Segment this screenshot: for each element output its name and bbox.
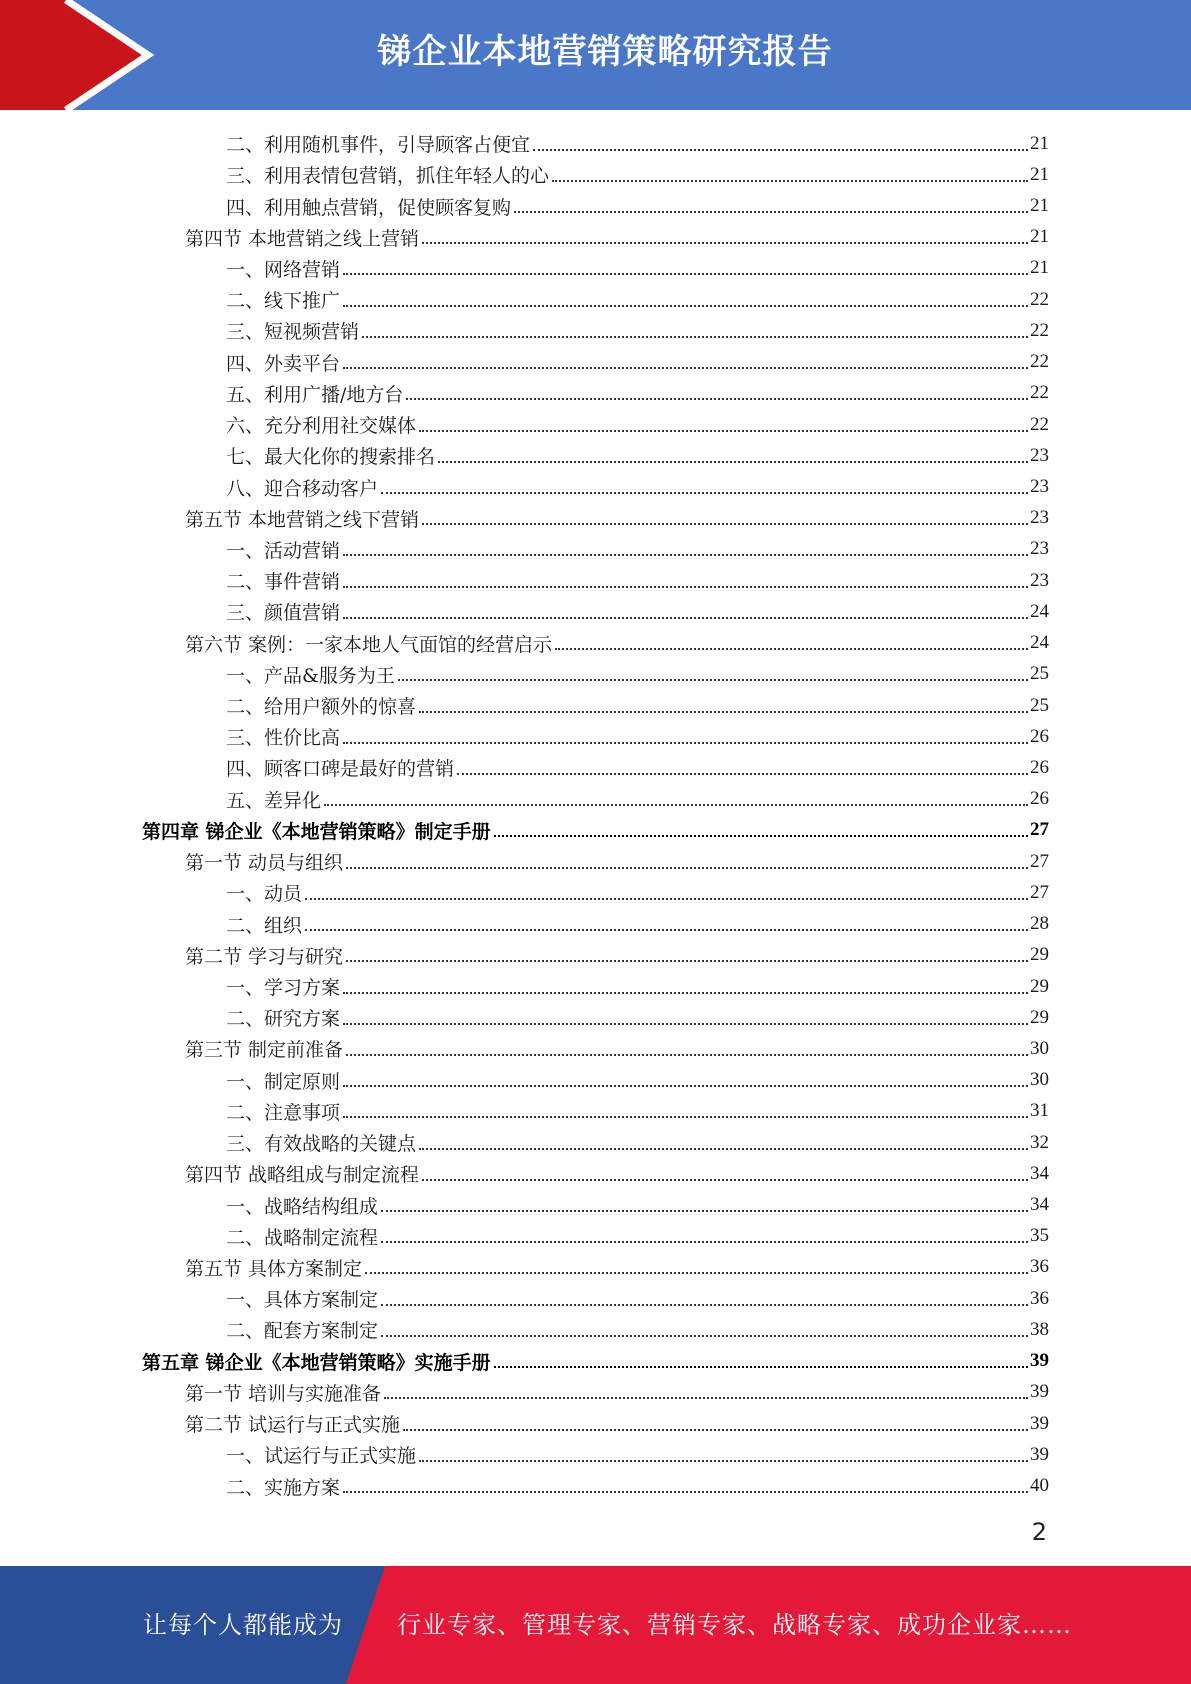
toc-page-number: 39 xyxy=(1030,1443,1049,1465)
toc-dot-leader xyxy=(343,1491,1028,1493)
toc-dot-leader xyxy=(384,1397,1028,1399)
toc-dot-leader xyxy=(346,960,1028,962)
toc-page-number: 34 xyxy=(1030,1194,1049,1216)
footer-banner xyxy=(0,1566,1191,1684)
toc-dot-leader xyxy=(381,1335,1028,1337)
toc-page-number: 29 xyxy=(1030,975,1049,997)
toc-entry-label: 三、利用表情包营销，抓住年轻人的心 xyxy=(226,165,550,188)
toc-page-number: 35 xyxy=(1030,1225,1049,1247)
toc-dot-leader xyxy=(343,273,1028,275)
toc-section-entry[interactable] xyxy=(0,846,1191,877)
toc-page-number: 24 xyxy=(1030,632,1049,654)
toc-entry-label: 第四章 锑企业《本地营销策略》制定手册 xyxy=(142,820,491,843)
toc-entry-label: 三、性价比高 xyxy=(226,727,341,750)
toc-subsection-entry[interactable] xyxy=(0,1314,1191,1345)
toc-page-number: 26 xyxy=(1030,756,1049,778)
toc-subsection-entry[interactable] xyxy=(0,1470,1191,1501)
toc-section-entry[interactable] xyxy=(0,503,1191,534)
toc-subsection-entry[interactable] xyxy=(0,721,1191,752)
toc-entry-label: 第一节 动员与组织 xyxy=(185,852,344,875)
toc-subsection-entry[interactable] xyxy=(0,440,1191,471)
toc-entry-label: 第二节 学习与研究 xyxy=(185,945,344,968)
toc-page-number: 21 xyxy=(1030,195,1049,217)
toc-entry-label: 二、配套方案制定 xyxy=(226,1320,379,1343)
toc-page-number: 38 xyxy=(1030,1318,1049,1340)
toc-dot-leader xyxy=(514,211,1028,213)
toc-page-number: 30 xyxy=(1030,1037,1049,1059)
toc-page-number: 29 xyxy=(1030,944,1049,966)
toc-dot-leader xyxy=(419,1460,1028,1462)
toc-dot-leader xyxy=(494,1366,1028,1368)
toc-page-number: 36 xyxy=(1030,1256,1049,1278)
toc-entry-label: 一、具体方案制定 xyxy=(226,1289,379,1312)
toc-page-number: 39 xyxy=(1030,1412,1049,1434)
toc-subsection-entry[interactable] xyxy=(0,1439,1191,1470)
toc-entry-label: 一、产品&服务为王 xyxy=(226,664,395,687)
toc-subsection-entry[interactable] xyxy=(0,409,1191,440)
toc-page-number: 23 xyxy=(1030,507,1049,529)
toc-dot-leader xyxy=(381,1304,1028,1306)
toc-subsection-entry[interactable] xyxy=(0,971,1191,1002)
toc-subsection-entry[interactable] xyxy=(0,1221,1191,1252)
toc-entry-label: 二、战略制定流程 xyxy=(226,1226,379,1249)
toc-subsection-entry[interactable] xyxy=(0,784,1191,815)
toc-dot-leader xyxy=(343,742,1028,744)
toc-entry-label: 五、利用广播/地方台 xyxy=(226,383,404,406)
toc-dot-leader xyxy=(343,305,1028,307)
toc-entry-label: 一、动员 xyxy=(226,883,303,906)
toc-page-number: 22 xyxy=(1030,319,1049,341)
toc-subsection-entry[interactable] xyxy=(0,253,1191,284)
toc-subsection-entry[interactable] xyxy=(0,190,1191,221)
toc-subsection-entry[interactable] xyxy=(0,877,1191,908)
toc-subsection-entry[interactable] xyxy=(0,596,1191,627)
toc-dot-leader xyxy=(381,1241,1028,1243)
toc-subsection-entry[interactable] xyxy=(0,1283,1191,1314)
toc-entry-label: 四、利用触点营销，促使顾客复购 xyxy=(226,196,512,219)
toc-entry-label: 二、事件营销 xyxy=(226,571,341,594)
toc-entry-label: 四、顾客口碑是最好的营销 xyxy=(226,758,455,781)
toc-entry-label: 五、差异化 xyxy=(226,789,322,812)
toc-dot-leader xyxy=(343,1116,1028,1118)
toc-subsection-entry[interactable] xyxy=(0,1096,1191,1127)
toc-dot-leader xyxy=(419,711,1028,713)
toc-entry-label: 二、组织 xyxy=(226,914,303,937)
toc-dot-leader xyxy=(305,929,1028,931)
toc-subsection-entry[interactable] xyxy=(0,471,1191,502)
toc-page-number: 39 xyxy=(1030,1381,1049,1403)
toc-subsection-entry[interactable] xyxy=(0,1127,1191,1158)
toc-entry-label: 一、战略结构组成 xyxy=(226,1195,379,1218)
toc-page-number: 39 xyxy=(1030,1350,1049,1372)
header-banner xyxy=(0,0,1191,110)
toc-subsection-entry[interactable] xyxy=(0,284,1191,315)
toc-section-entry[interactable] xyxy=(0,1252,1191,1283)
toc-page-number: 22 xyxy=(1030,413,1049,435)
toc-subsection-entry[interactable] xyxy=(0,908,1191,939)
toc-dot-leader xyxy=(362,336,1028,338)
toc-dot-leader xyxy=(419,1148,1028,1150)
toc-entry-label: 一、试运行与正式实施 xyxy=(226,1445,417,1468)
toc-entry-label: 一、网络营销 xyxy=(226,258,341,281)
toc-entry-label: 七、最大化你的搜索排名 xyxy=(226,446,436,469)
toc-page-number: 22 xyxy=(1030,288,1049,310)
toc-dot-leader xyxy=(324,804,1028,806)
toc-subsection-entry[interactable] xyxy=(0,1065,1191,1096)
toc-dot-leader xyxy=(365,1272,1028,1274)
toc-entry-label: 第三节 制定前准备 xyxy=(185,1039,344,1062)
toc-subsection-entry[interactable] xyxy=(0,128,1191,159)
toc-section-entry[interactable] xyxy=(0,222,1191,253)
toc-page-number: 29 xyxy=(1030,1006,1049,1028)
toc-entry-label: 二、给用户额外的惊喜 xyxy=(226,696,417,719)
toc-page-number: 21 xyxy=(1030,163,1049,185)
toc-entry-label: 六、充分利用社交媒体 xyxy=(226,415,417,438)
toc-page-number: 25 xyxy=(1030,663,1049,685)
toc-dot-leader xyxy=(343,1023,1028,1025)
toc-dot-leader xyxy=(343,554,1028,556)
toc-section-entry[interactable] xyxy=(0,628,1191,659)
toc-subsection-entry[interactable] xyxy=(0,1189,1191,1220)
toc-page-number: 27 xyxy=(1030,881,1049,903)
toc-chapter-entry[interactable] xyxy=(0,815,1191,846)
toc-entry-label: 二、注意事项 xyxy=(226,1101,341,1124)
toc-entry-label: 四、外卖平台 xyxy=(226,352,341,375)
toc-dot-leader xyxy=(343,1085,1028,1087)
toc-page-number: 27 xyxy=(1030,850,1049,872)
toc-dot-leader xyxy=(552,180,1028,182)
toc-page-number: 40 xyxy=(1030,1475,1049,1497)
table-of-contents xyxy=(0,128,1191,1502)
toc-entry-label: 第五节 本地营销之线下营销 xyxy=(185,508,420,531)
toc-subsection-entry[interactable] xyxy=(0,315,1191,346)
toc-page-number: 21 xyxy=(1030,132,1049,154)
toc-subsection-entry[interactable] xyxy=(0,534,1191,565)
toc-page-number: 26 xyxy=(1030,725,1049,747)
toc-subsection-entry[interactable] xyxy=(0,159,1191,190)
toc-dot-leader xyxy=(494,835,1028,837)
toc-subsection-entry[interactable] xyxy=(0,752,1191,783)
toc-entry-label: 三、短视频营销 xyxy=(226,321,360,344)
toc-entry-label: 三、有效战略的关键点 xyxy=(226,1133,417,1156)
page-number: 2 xyxy=(1031,1518,1047,1546)
report-title: 锑企业本地营销策略研究报告 xyxy=(377,32,833,72)
toc-dot-leader xyxy=(346,867,1028,869)
toc-section-entry[interactable] xyxy=(0,1408,1191,1439)
toc-dot-leader xyxy=(305,898,1028,900)
toc-subsection-entry[interactable] xyxy=(0,690,1191,721)
toc-entry-label: 一、活动营销 xyxy=(226,539,341,562)
toc-dot-leader xyxy=(343,992,1028,994)
toc-page-number: 25 xyxy=(1030,694,1049,716)
toc-subsection-entry[interactable] xyxy=(0,347,1191,378)
toc-dot-leader xyxy=(343,586,1028,588)
toc-dot-leader xyxy=(422,1179,1028,1181)
toc-entry-label: 第一节 培训与实施准备 xyxy=(185,1382,382,1405)
toc-dot-leader xyxy=(555,648,1028,650)
toc-entry-label: 二、研究方案 xyxy=(226,1008,341,1031)
toc-subsection-entry[interactable] xyxy=(0,1002,1191,1033)
toc-page-number: 22 xyxy=(1030,351,1049,373)
toc-subsection-entry[interactable] xyxy=(0,659,1191,690)
toc-dot-leader xyxy=(343,367,1028,369)
toc-page-number: 31 xyxy=(1030,1100,1049,1122)
toc-dot-leader xyxy=(381,1210,1028,1212)
toc-page-number: 23 xyxy=(1030,444,1049,466)
toc-entry-label: 二、实施方案 xyxy=(226,1476,341,1499)
toc-section-entry[interactable] xyxy=(0,940,1191,971)
toc-entry-label: 八、迎合移动客户 xyxy=(226,477,379,500)
toc-dot-leader xyxy=(419,430,1028,432)
toc-dot-leader xyxy=(438,461,1028,463)
footer-slogan-left: 让每个人都能成为 xyxy=(143,1611,343,1639)
toc-dot-leader xyxy=(346,1054,1028,1056)
toc-page-number: 34 xyxy=(1030,1162,1049,1184)
toc-subsection-entry[interactable] xyxy=(0,565,1191,596)
toc-entry-label: 二、线下推广 xyxy=(226,290,341,313)
toc-entry-label: 第五章 锑企业《本地营销策略》实施手册 xyxy=(142,1351,491,1374)
toc-section-entry[interactable] xyxy=(0,1377,1191,1408)
toc-entry-label: 第四节 本地营销之线上营销 xyxy=(185,227,420,250)
toc-dot-leader xyxy=(381,492,1028,494)
toc-page-number: 21 xyxy=(1030,257,1049,279)
toc-entry-label: 三、颜值营销 xyxy=(226,602,341,625)
toc-dot-leader xyxy=(343,617,1028,619)
toc-entry-label: 第四节 战略组成与制定流程 xyxy=(185,1164,420,1187)
footer-slogan-right: 行业专家、管理专家、营销专家、战略专家、成功企业家…… xyxy=(397,1611,1072,1639)
toc-page-number: 21 xyxy=(1030,226,1049,248)
toc-dot-leader xyxy=(422,242,1028,244)
toc-entry-label: 第六节 案例：一家本地人气面馆的经营启示 xyxy=(185,633,553,656)
toc-page-number: 24 xyxy=(1030,600,1049,622)
toc-section-entry[interactable] xyxy=(0,1158,1191,1189)
toc-page-number: 36 xyxy=(1030,1287,1049,1309)
toc-entry-label: 第二节 试运行与正式实施 xyxy=(185,1414,401,1437)
toc-chapter-entry[interactable] xyxy=(0,1346,1191,1377)
toc-dot-leader xyxy=(533,149,1028,151)
toc-entry-label: 一、学习方案 xyxy=(226,977,341,1000)
toc-page-number: 23 xyxy=(1030,476,1049,498)
toc-section-entry[interactable] xyxy=(0,1033,1191,1064)
toc-page-number: 28 xyxy=(1030,913,1049,935)
toc-page-number: 23 xyxy=(1030,538,1049,560)
toc-page-number: 26 xyxy=(1030,788,1049,810)
toc-page-number: 32 xyxy=(1030,1131,1049,1153)
toc-page-number: 27 xyxy=(1030,819,1049,841)
toc-entry-label: 二、利用随机事件，引导顾客占便宜 xyxy=(226,134,531,157)
toc-dot-leader xyxy=(457,773,1028,775)
toc-page-number: 23 xyxy=(1030,569,1049,591)
toc-dot-leader xyxy=(398,679,1028,681)
toc-subsection-entry[interactable] xyxy=(0,378,1191,409)
toc-entry-label: 第五节 具体方案制定 xyxy=(185,1257,363,1280)
toc-dot-leader xyxy=(422,523,1028,525)
toc-dot-leader xyxy=(406,398,1028,400)
toc-page-number: 22 xyxy=(1030,382,1049,404)
toc-page-number: 30 xyxy=(1030,1069,1049,1091)
toc-dot-leader xyxy=(403,1429,1028,1431)
toc-entry-label: 一、制定原则 xyxy=(226,1070,341,1093)
